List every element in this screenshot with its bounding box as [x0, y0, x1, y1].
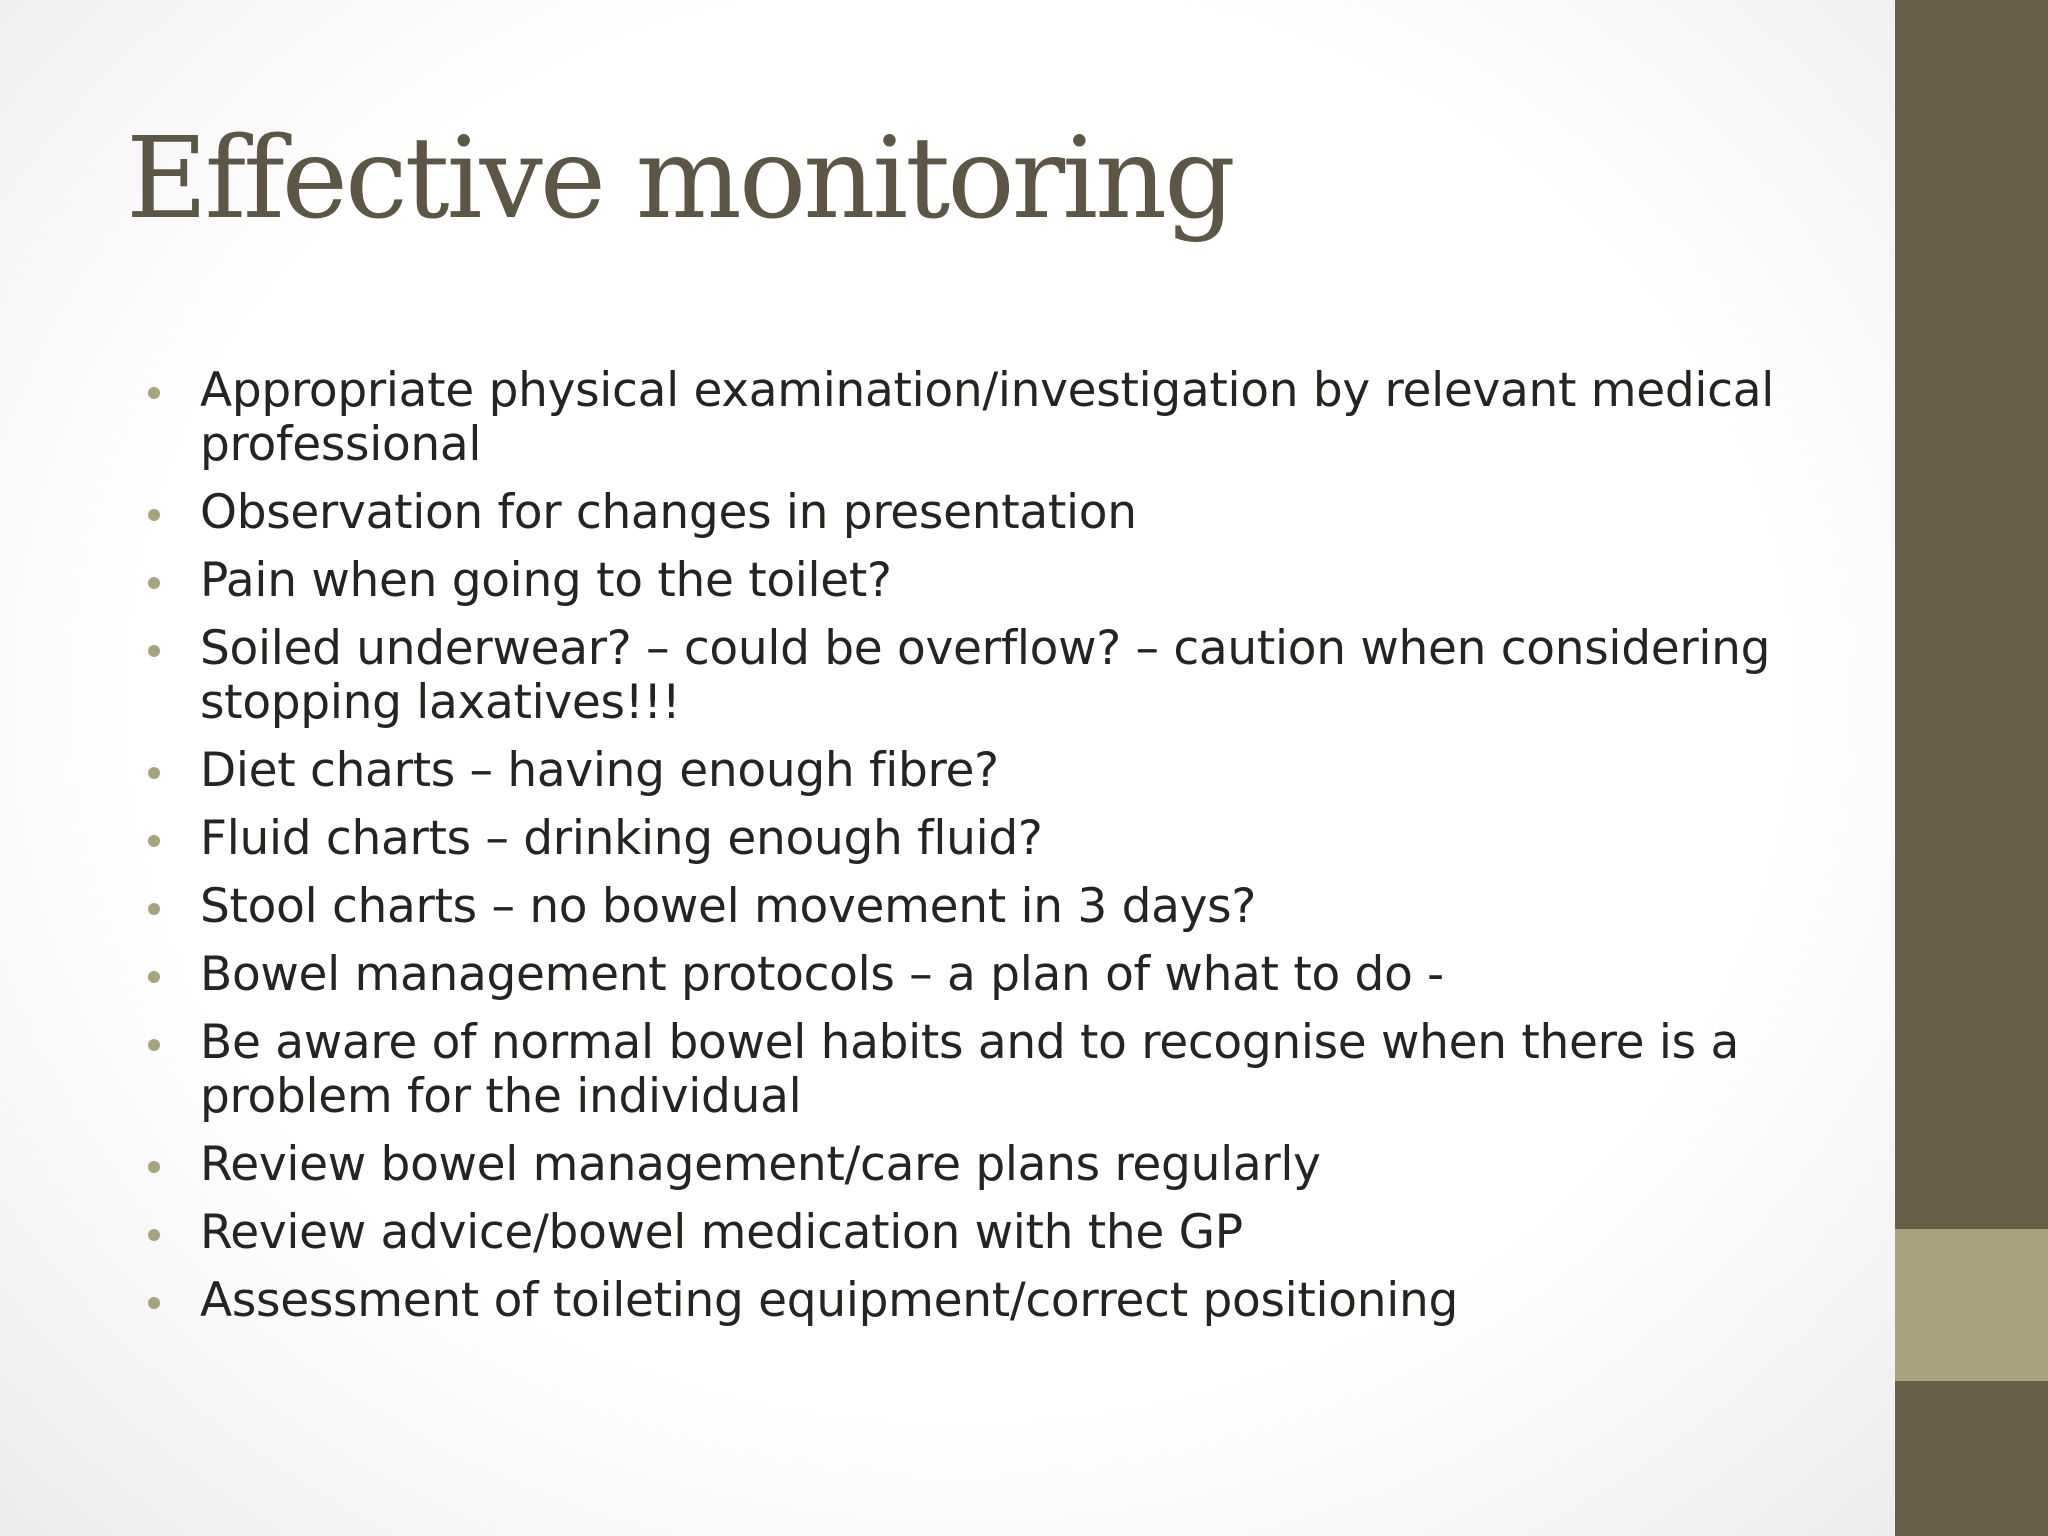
- bullet-dot-icon: [148, 509, 160, 521]
- bullet-text: Bowel management protocols – a plan of what to do -: [200, 947, 1444, 1002]
- bullet-text: Stool charts – no bowel movement in 3 days?: [200, 879, 1256, 934]
- bullet-item: [140, 364, 1880, 472]
- bullet-dot-icon: [148, 1297, 160, 1309]
- bullet-text: Review advice/bowel medication with the GP: [200, 1205, 1243, 1260]
- bullet-text: Assessment of toileting equipment/correct positioning: [200, 1273, 1459, 1328]
- bullet-dot-icon: [148, 1229, 160, 1241]
- bullet-dot-icon: [148, 645, 160, 657]
- bullet-dot-icon: [148, 387, 160, 399]
- bullet-text: Pain when going to the toilet?: [200, 553, 892, 608]
- bullet-item: [140, 1138, 1880, 1192]
- bullet-dot-icon: [148, 1161, 160, 1173]
- bullet-text: Fluid charts – drinking enough fluid?: [200, 811, 1043, 866]
- slide-title: Effective monitoring: [126, 114, 1233, 244]
- bullet-item: [140, 1016, 1880, 1124]
- bullet-text: Diet charts – having enough fibre?: [200, 743, 999, 798]
- bullet-dot-icon: [148, 835, 160, 847]
- bullet-item: [140, 880, 1880, 934]
- bullet-text: Review bowel management/care plans regularly: [200, 1137, 1321, 1192]
- bullet-text: Observation for changes in presentation: [200, 485, 1137, 540]
- bullet-list: [140, 364, 1880, 1342]
- bullet-item: [140, 1206, 1880, 1260]
- bullet-dot-icon: [148, 1039, 160, 1051]
- bullet-text: Be aware of normal bowel habits and to recognise when there is a problem for the individual: [200, 1015, 1739, 1124]
- bullet-item: [140, 1274, 1880, 1328]
- bullet-dot-icon: [148, 971, 160, 983]
- bullet-item: [140, 948, 1880, 1002]
- bullet-dot-icon: [148, 903, 160, 915]
- bullet-item: [140, 622, 1880, 730]
- bullet-item: [140, 744, 1880, 798]
- bullet-text: Soiled underwear? – could be overflow? – caution when considering stopping laxatives!!!: [200, 621, 1771, 730]
- side-bar-accent: [1895, 1229, 2048, 1381]
- bullet-item: [140, 554, 1880, 608]
- bullet-dot-icon: [148, 577, 160, 589]
- bullet-item: [140, 812, 1880, 866]
- bullet-item: [140, 486, 1880, 540]
- bullet-dot-icon: [148, 767, 160, 779]
- bullet-text: Appropriate physical examination/investigation by relevant medical professional: [200, 363, 1774, 472]
